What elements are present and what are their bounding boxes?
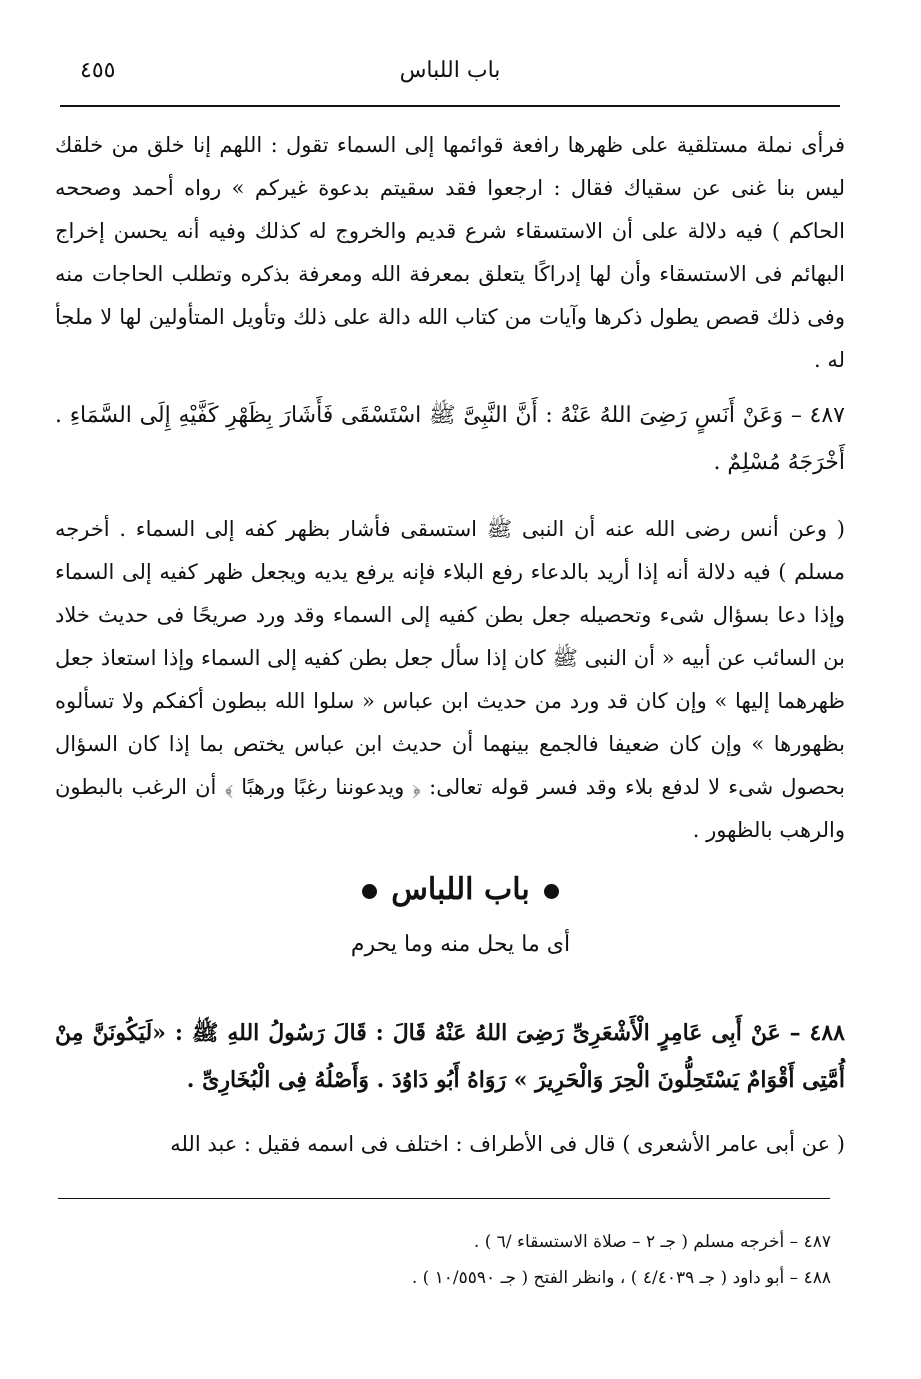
page-number: ٤٥٥ — [80, 58, 116, 83]
commentary-paragraph-3: ( عن أبى عامر الأشعرى ) قال فى الأطراف : اختلف فى اسمه فقيل : عبد الله — [170, 1132, 845, 1156]
page-header — [60, 50, 840, 100]
footnote-rule — [58, 1198, 830, 1199]
running-title: باب اللباس — [399, 58, 501, 83]
hadith-487-text: ٤٨٧ – وَعَنْ أَنَسٍ رَضِىَ اللهُ عَنْهُ : أَنَّ النَّبِىَّ ﷺ اسْتَسْقَى فَأَشَارَ بِظَهْرِ كَفَّيْهِ إِلَى السَّمَاءِ . أَخْرَجَهُ مُسْلِمٌ . — [55, 403, 845, 475]
bullet-dot-icon — [544, 884, 559, 899]
footnote-488: ٤٨٨ – أبو داود ( جـ ٤/٤٠٣٩ ) ، وانظر الفتح ( جـ ١٠/٥٥٩٠ ) . — [411, 1268, 831, 1288]
commentary-paragraph-1: فرأى نملة مستلقية على ظهرها رافعة قوائمها إلى السماء تقول : اللهم إنا خلق من خلقك ليس بنا غنى عن سقياك فقال : ارجعوا فقد سقيتم بدعوة غيركم » رواه أحمد وصححه الحاكم ) فيه دلالة على أن الاستسقاء شرع قديم والخروج له كذلك وفيه أنه يحسن إخراج البهائم فى الاستسقاء وأن لها إدراكًا يتعلق بمعرفة الله ومعرفة بذكره وتطلب الحاجات منه وفى ذلك قصص يطول ذكرها وآيات من كتاب الله دالة على ذلك وتأويل المتأولين لها لا ملجأ له . — [55, 133, 845, 372]
chapter-title — [0, 872, 921, 907]
chapter-title-text: باب اللباس — [391, 872, 530, 907]
hadith-488-text: ٤٨٨ – عَنْ أَبِى عَامِرٍ الْأَشْعَرِىِّ رَضِىَ اللهُ عَنْهُ قَالَ : قَالَ رَسُولُ اللهِ ﷺ : «لَيَكُونَنَّ مِنْ أُمَّتِى أَقْوَامٌ يَسْتَحِلُّونَ الْحِرَ وَالْحَرِيرَ » رَوَاهُ أَبُو دَاوُدَ . وَأَصْلُهُ فِى الْبُخَارِىِّ . — [55, 1020, 845, 1093]
commentary-paragraph-2: ( وعن أنس رضى الله عنه أن النبى ﷺ استسقى فأشار بظهر كفه إلى السماء . أخرجه مسلم ) فيه دلالة أنه إذا أريد بالدعاء رفع البلاء فإنه يرفع يديه ويجعل ظهر كفيه إلى السماء وإذا دعا بسؤال شىء وتحصيله جعل بطن كفيه إلى السماء وقد ورد صريحًا فى حديث خلاد بن السائب عن أبيه « أن النبى ﷺ كان إذا سأل جعل بطن كفيه إلى السماء وإذا استعاذ جعل ظهرهما إليها » وإن كان قد ورد من حديث ابن عباس « سلوا الله ببطون أكفكم ولا تسألوه بظهورها » وإن كان ضعيفا فالجمع بينهما أن حديث ابن عباس يختص بما إذا كان السؤال بحصول شىء لا لدفع بلاء وقد فسر قوله تعالى: ﴿ ويدعوننا رغبًا ورهبًا ﴾ أن الرغب بالبطون والرهب بالظهور . — [55, 517, 846, 842]
footnote-487: ٤٨٧ – أخرجه مسلم ( جـ ٢ – صلاة الاستسقاء /٦ ) . — [473, 1232, 831, 1252]
header-rule — [60, 105, 840, 107]
chapter-subtitle: أى ما يحل منه وما يحرم — [350, 932, 571, 957]
bullet-dot-icon — [362, 884, 377, 899]
